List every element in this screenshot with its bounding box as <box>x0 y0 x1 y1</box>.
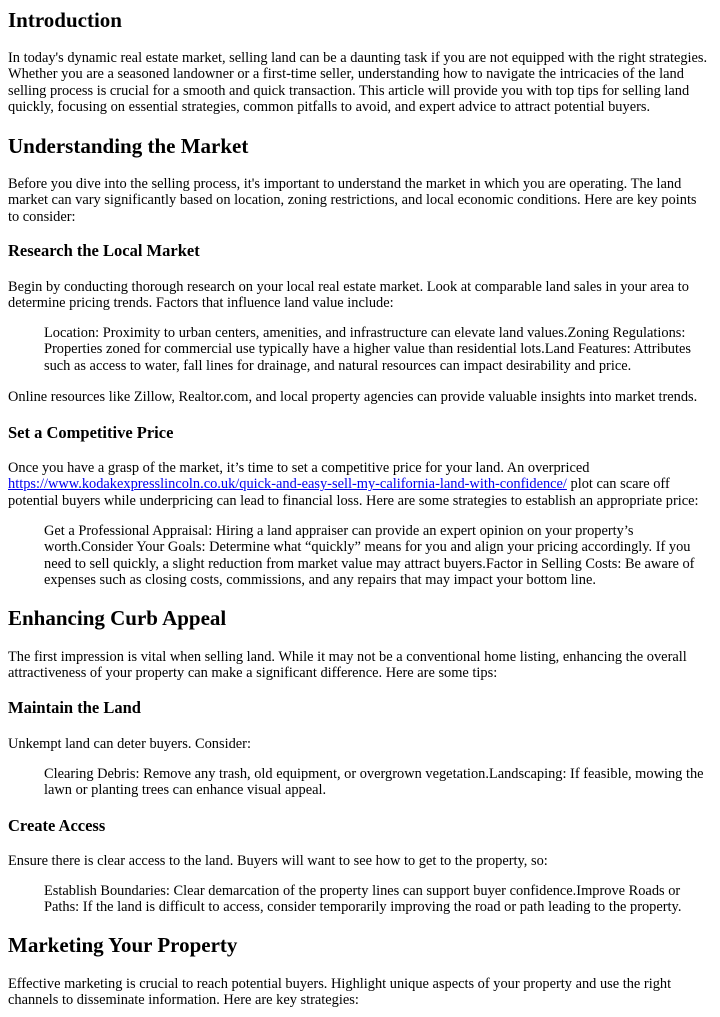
heading-set-competitive-price: Set a Competitive Price <box>8 423 174 442</box>
research-factors-quote: Location: Proximity to urban centers, amenities, and infrastructure can elevate land values.Zoning Regulations: Properties zoned for commercial use typically have a higher value than residential lots.Land Features: Attributes such as access to water, fall lines for drainage, and natural resources can impact desirability and price. <box>44 325 691 374</box>
price-strategies-quote: Get a Professional Appraisal: Hiring a land appraiser can provide an expert opinion on your property’s worth.Consider Your Goals: Determine what “quickly” means for you and align your pricing accordingly. If you need to sell quickly, a slight reduction from market value may attract buyers.Factor in Selling Costs: Be aware of expenses such as closing costs, commissions, and any repairs that may impact your bottom line. <box>44 523 695 589</box>
price-text-after: plot can scare off potential buyers while underpricing can lead to financial loss. Here are some strategies to establish an appropriate price: <box>8 476 699 509</box>
heading-curb-appeal: Enhancing Curb Appeal <box>8 606 227 630</box>
access-paragraph: Ensure there is clear access to the land. Buyers will want to see how to get to the property, so: <box>8 853 548 869</box>
heading-understanding-market: Understanding the Market <box>8 134 249 158</box>
curb-paragraph: The first impression is vital when selling land. While it may not be a conventional home listing, enhancing the overall attractiveness of your property can make a significant difference. Here are some tips: <box>8 649 687 682</box>
heading-introduction: Introduction <box>8 8 122 32</box>
marketing-paragraph: Effective marketing is crucial to reach potential buyers. Highlight unique aspects of your property and use the right channels to disseminate information. Here are key strategies: <box>8 976 672 1009</box>
maintain-paragraph: Unkempt land can deter buyers. Consider: <box>8 736 251 752</box>
research-after-paragraph: Online resources like Zillow, Realtor.com, and local property agencies can provide valuable insights into market trends. <box>8 389 698 405</box>
access-quote: Establish Boundaries: Clear demarcation of the property lines can support buyer confidence.Improve Roads or Paths: If the land is difficult to access, consider temporarily improving the road or path leading to the property. <box>44 883 682 916</box>
intro-paragraph: In today's dynamic real estate market, selling land can be a daunting task if you are not equipped with the right strategies. Whether you are a seasoned landowner or a first-time seller, understanding how to navigate the intricacies of the land selling process is crucial for a smooth and quick transaction. This article will provide you with top tips for selling land quickly, focusing on essential strategies, common pitfalls to avoid, and expert advice to attract potential buyers. <box>8 50 708 116</box>
price-paragraph <box>8 460 714 509</box>
maintain-quote: Clearing Debris: Remove any trash, old equipment, or overgrown vegetation.Landscaping: If feasible, mowing the lawn or planting trees can enhance visual appeal. <box>44 766 704 799</box>
heading-create-access: Create Access <box>8 816 106 835</box>
article-link[interactable]: https://www.kodakexpresslincoln.co.uk/quick-and-easy-sell-my-california-land-with-confidence/ <box>8 476 567 493</box>
heading-research-local-market: Research the Local Market <box>8 241 200 260</box>
market-paragraph: Before you dive into the selling process, it's important to understand the market in which you are operating. The land market can vary significantly based on location, zoning restrictions, and local economic conditions. Here are key points to consider: <box>8 176 697 225</box>
price-text-before: Once you have a grasp of the market, it’s time to set a competitive price for your land. An overpriced <box>8 460 590 476</box>
heading-maintain-land: Maintain the Land <box>8 698 141 717</box>
heading-marketing-property: Marketing Your Property <box>8 933 238 957</box>
research-paragraph: Begin by conducting thorough research on your local real estate market. Look at comparable land sales in your area to determine pricing trends. Factors that influence land value include: <box>8 279 689 312</box>
